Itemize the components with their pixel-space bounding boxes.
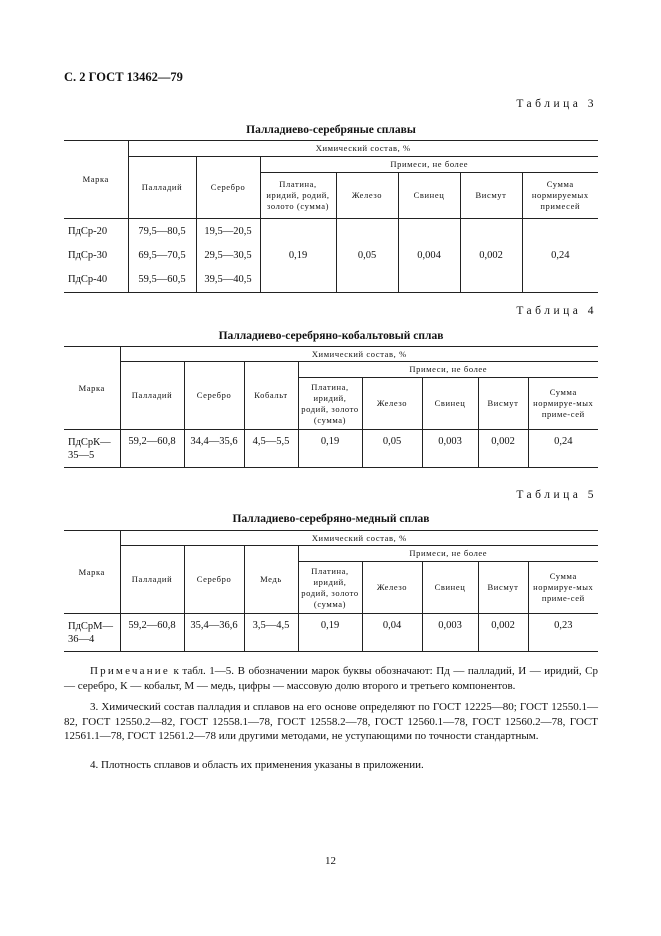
col-header-silver: Серебро — [196, 157, 260, 219]
cell-silver: 29,5—30,5 — [196, 244, 260, 268]
table-row — [64, 219, 598, 244]
col-header-iron: Железо — [362, 562, 422, 614]
col-header-impurity-sum: Сумма нормируе-мых приме-сей — [528, 562, 598, 614]
cell-lead: 0,003 — [422, 430, 478, 468]
cell-platinum-sum: 0,19 — [298, 614, 362, 652]
col-header-palladium: Палладий — [120, 362, 184, 430]
cell-mark: ПдСрК—35—5 — [64, 430, 120, 468]
col-header-platinum-sum: Платина, иридий, родий, золото (сумма) — [298, 378, 362, 430]
table-row — [64, 430, 598, 468]
cell-copper: 3,5—4,5 — [244, 614, 298, 652]
cell-silver: 35,4—36,6 — [184, 614, 244, 652]
col-header-chem: Химический состав, % — [120, 347, 598, 362]
col-header-marka: Марка — [64, 531, 120, 614]
col-header-lead: Свинец — [398, 173, 460, 219]
cell-bismuth: 0,002 — [478, 614, 528, 652]
cell-mark: ПдСр-40 — [64, 268, 128, 293]
col-header-bismuth: Висмут — [478, 562, 528, 614]
col-header-bismuth: Висмут — [478, 378, 528, 430]
table-note — [64, 664, 598, 693]
col-header-impurity-sum: Сумма нормируемых примесей — [522, 173, 598, 219]
cell-bismuth: 0,002 — [478, 430, 528, 468]
paragraph-4 — [64, 758, 598, 773]
col-header-platinum-sum: Платина, иридий, родий, золото (сумма) — [260, 173, 336, 219]
col-header-marka: Марка — [64, 347, 120, 430]
cell-platinum-sum: 0,19 — [260, 219, 336, 293]
cell-iron: 0,04 — [362, 614, 422, 652]
note-label: Примечание — [90, 665, 170, 677]
cell-bismuth: 0,002 — [460, 219, 522, 293]
cell-silver: 39,5—40,5 — [196, 268, 260, 293]
page-header: С. 2 ГОСТ 13462—79 — [64, 70, 183, 84]
table-5-title: Палладиево-серебряно-медный сплав — [232, 513, 430, 525]
cell-impurity-sum: 0,24 — [528, 430, 598, 468]
paragraph-3 — [64, 700, 598, 744]
cell-impurity-sum: 0,24 — [522, 219, 598, 293]
col-header-palladium: Палладий — [120, 546, 184, 614]
cell-lead: 0,004 — [398, 219, 460, 293]
col-header-lead: Свинец — [422, 378, 478, 430]
cell-mark: ПдСр-20 — [68, 225, 108, 237]
table-4-title: Палладиево-серебряно-кобальтовый сплав — [218, 330, 444, 342]
col-header-iron: Железо — [362, 378, 422, 430]
cell-silver: 34,4—35,6 — [184, 430, 244, 468]
col-header-chem: Химический состав, % — [120, 531, 598, 546]
table-3 — [64, 140, 598, 293]
col-header-lead: Свинец — [422, 562, 478, 614]
col-header-impurities: Примеси, не более — [260, 157, 598, 173]
col-header-cobalt: Кобальт — [244, 362, 298, 430]
cell-lead: 0,003 — [422, 614, 478, 652]
col-header-silver: Серебро — [184, 362, 244, 430]
cell-iron: 0,05 — [362, 430, 422, 468]
cell-palladium: 69,5—70,5 — [128, 244, 196, 268]
table-4 — [64, 346, 598, 468]
cell-palladium: 59,5—60,5 — [128, 268, 196, 293]
col-header-platinum-sum: Платина, иридий, родий, золото (сумма) — [298, 562, 362, 614]
cell-palladium: 79,5—80,5 — [128, 219, 196, 244]
col-header-chem: Химический состав, % — [128, 141, 598, 157]
note-text: к табл. 1—5. В обозначении марок буквы обозначают: Пд — палладий, И — иридий, Ср — серебро, К — кобальт, М — медь, цифры — массовую долю второго и третьего компонентов. — [64, 665, 598, 692]
cell-palladium: 59,2—60,8 — [120, 430, 184, 468]
col-header-impurity-sum: Сумма нормируе-мых приме-сей — [528, 378, 598, 430]
col-header-impurities: Примеси, не более — [298, 362, 598, 378]
col-header-silver: Серебро — [184, 546, 244, 614]
col-header-impurities: Примеси, не более — [298, 546, 598, 562]
table-3-label: Таблица 3 — [516, 98, 597, 110]
cell-palladium: 59,2—60,8 — [120, 614, 184, 652]
table-3-title: Палладиево-серебряные сплавы — [246, 124, 416, 136]
col-header-palladium: Палладий — [128, 157, 196, 219]
cell-platinum-sum: 0,19 — [298, 430, 362, 468]
table-5 — [64, 530, 598, 652]
page-number: 12 — [325, 855, 336, 867]
table-row — [64, 614, 598, 652]
col-header-iron: Железо — [336, 173, 398, 219]
col-header-bismuth: Висмут — [460, 173, 522, 219]
paragraph-4-text: 4. Плотность сплавов и область их применения указаны в приложении. — [90, 759, 424, 771]
cell-silver: 19,5—20,5 — [196, 219, 260, 244]
cell-mark: ПдСрМ—36—4 — [64, 614, 120, 652]
cell-impurity-sum: 0,23 — [528, 614, 598, 652]
cell-mark: ПдСр-30 — [68, 250, 108, 261]
table-4-label: Таблица 4 — [516, 305, 597, 317]
paragraph-3-text: 3. Химический состав палладия и сплавов на его основе определяют по ГОСТ 12225—80; ГОСТ 12550.1—82, ГОСТ 12550.2—82, ГОСТ 12558.1—78, ГОСТ 12558.2—78, ГОСТ 12560.1—78, ГОСТ 12560.2—78, ГОСТ 12561.1—78, ГОСТ 12561.2—78 или другими методами, не уступающими по точности стандартным. — [64, 701, 598, 742]
cell-cobalt: 4,5—5,5 — [244, 430, 298, 468]
col-header-copper: Медь — [244, 546, 298, 614]
table-5-label: Таблица 5 — [516, 489, 597, 501]
cell-iron: 0,05 — [336, 219, 398, 293]
col-header-marka: Марка — [64, 141, 128, 219]
